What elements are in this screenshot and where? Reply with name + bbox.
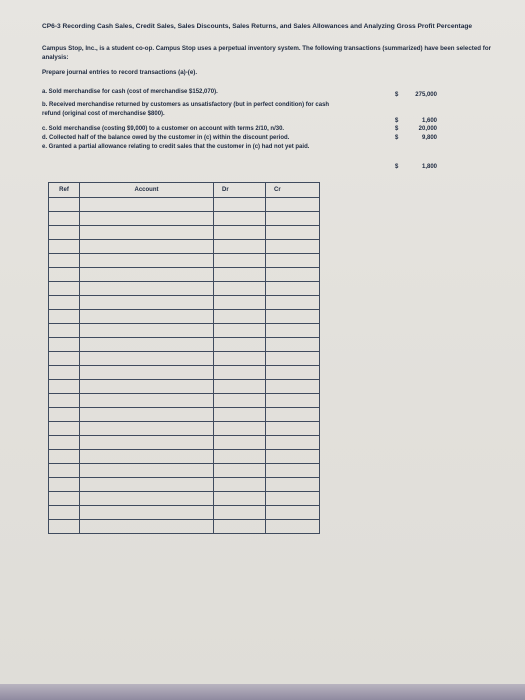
debit-cell[interactable] [214,380,266,394]
debit-cell[interactable] [214,352,266,366]
debit-cell[interactable] [214,366,266,380]
credit-cell[interactable] [266,408,320,422]
credit-cell[interactable] [266,380,320,394]
ref-cell[interactable] [49,226,80,240]
account-cell[interactable] [80,450,214,464]
account-cell[interactable] [80,352,214,366]
journal-row [49,254,320,268]
transaction-d-amount: 9,800 [421,135,437,141]
debit-cell[interactable] [214,478,266,492]
credit-cell[interactable] [266,296,320,310]
account-cell[interactable] [80,520,214,534]
journal-row [49,338,320,352]
journal-row [49,380,320,394]
journal-row [49,422,320,436]
transaction-d: d. Collected half of the balance owed by the customer in (c) within the discount period. [42,135,290,141]
transaction-c: c. Sold merchandise (costing $9,000) to a customer on account with terms 2/10, n/30. [42,126,285,132]
credit-cell[interactable] [266,352,320,366]
debit-cell[interactable] [214,324,266,338]
transaction-e-amount: 1,800 [421,164,437,170]
ref-cell[interactable] [49,338,80,352]
credit-cell[interactable] [266,366,320,380]
ref-cell[interactable] [49,506,80,520]
debit-cell[interactable] [214,198,266,212]
journal-row [49,506,320,520]
account-cell[interactable] [80,282,214,296]
credit-cell[interactable] [266,254,320,268]
journal-row [49,450,320,464]
credit-cell[interactable] [266,506,320,520]
account-cell[interactable] [80,422,214,436]
problem-intro: Campus Stop, Inc., is a student co-op. Campus Stop uses a perpetual inventory system. The following transactions (summarized) have been selected for analysis: [42,45,492,61]
credit-cell[interactable] [266,422,320,436]
transaction-a: a. Sold merchandise for cash (cost of merchandise $152,070). [42,89,218,95]
credit-cell[interactable] [266,212,320,226]
credit-cell[interactable] [266,282,320,296]
column-header-cr: Cr [266,183,320,198]
transaction-b-amount: 1,600 [421,118,437,124]
debit-cell[interactable] [214,492,266,506]
ref-cell[interactable] [49,352,80,366]
debit-cell[interactable] [214,254,266,268]
account-cell[interactable] [80,310,214,324]
column-header-ref: Ref [49,183,80,198]
debit-cell[interactable] [214,408,266,422]
journal-row [49,408,320,422]
account-cell[interactable] [80,506,214,520]
ref-cell[interactable] [49,408,80,422]
account-cell[interactable] [80,408,214,422]
journal-row [49,464,320,478]
ref-cell[interactable] [49,268,80,282]
transaction-a-dollar: $ [395,92,399,98]
journal-row [49,492,320,506]
account-cell[interactable] [80,380,214,394]
debit-cell[interactable] [214,212,266,226]
credit-cell[interactable] [266,450,320,464]
journal-row [49,198,320,212]
journal-row [49,282,320,296]
transaction-d-dollar: $ [395,135,399,141]
journal-row [49,366,320,380]
journal-row [49,296,320,310]
journal-row [49,240,320,254]
column-header-account: Account [80,183,214,198]
account-cell[interactable] [80,394,214,408]
credit-cell[interactable] [266,240,320,254]
account-cell[interactable] [80,464,214,478]
ref-cell[interactable] [49,436,80,450]
account-cell[interactable] [80,436,214,450]
debit-cell[interactable] [214,394,266,408]
debit-cell[interactable] [214,436,266,450]
credit-cell[interactable] [266,338,320,352]
ref-cell[interactable] [49,464,80,478]
transaction-e: e. Granted a partial allowance relating to credit sales that the customer in (c) had not yet paid. [42,144,310,150]
instructions: Prepare journal entries to record transactions (a)-(e). [42,69,198,76]
debit-cell[interactable] [214,240,266,254]
ref-cell[interactable] [49,198,80,212]
ref-cell[interactable] [49,282,80,296]
debit-cell[interactable] [214,296,266,310]
credit-cell[interactable] [266,492,320,506]
transaction-b-dollar: $ [395,118,399,124]
credit-cell[interactable] [266,464,320,478]
journal-row [49,310,320,324]
transaction-e-dollar: $ [395,164,399,170]
journal-body [49,198,320,534]
credit-cell[interactable] [266,268,320,282]
journal-row [49,226,320,240]
account-cell[interactable] [80,268,214,282]
journal-row [49,436,320,450]
page-bottom-edge [0,684,525,700]
account-cell[interactable] [80,226,214,240]
debit-cell[interactable] [214,520,266,534]
journal-row [49,324,320,338]
account-cell[interactable] [80,366,214,380]
credit-cell[interactable] [266,394,320,408]
credit-cell[interactable] [266,478,320,492]
journal-row [49,212,320,226]
ref-cell[interactable] [49,492,80,506]
transaction-b: b. Received merchandise returned by customers as unsatisfactory (but in perfect condition) for cash refund (original cost of merchandise $800). [42,102,330,117]
debit-cell[interactable] [214,450,266,464]
debit-cell[interactable] [214,282,266,296]
transaction-c-dollar: $ [395,126,399,132]
problem-title: CP6-3 Recording Cash Sales, Credit Sales, Sales Discounts, Sales Returns, and Sales Allowances and Analyzing Gross Profit Percentage [42,23,473,30]
journal-row [49,268,320,282]
credit-cell[interactable] [266,198,320,212]
ref-cell[interactable] [49,212,80,226]
column-header-dr: Dr [214,183,266,198]
journal-row [49,352,320,366]
ref-cell[interactable] [49,310,80,324]
debit-cell[interactable] [214,506,266,520]
journal-row [49,478,320,492]
transaction-a-amount: 275,000 [415,92,437,98]
account-cell[interactable] [80,296,214,310]
account-cell[interactable] [80,492,214,506]
debit-cell[interactable] [214,464,266,478]
account-cell[interactable] [80,478,214,492]
ref-cell[interactable] [49,254,80,268]
journal-header-row [49,183,320,198]
credit-cell[interactable] [266,520,320,534]
account-cell[interactable] [80,254,214,268]
journal-row [49,394,320,408]
debit-cell[interactable] [214,338,266,352]
credit-cell[interactable] [266,310,320,324]
debit-cell[interactable] [214,268,266,282]
account-cell[interactable] [80,212,214,226]
credit-cell[interactable] [266,324,320,338]
ref-cell[interactable] [49,240,80,254]
debit-cell[interactable] [214,310,266,324]
ref-cell[interactable] [49,450,80,464]
ref-cell[interactable] [49,366,80,380]
debit-cell[interactable] [214,226,266,240]
journal-entry-table [48,182,320,534]
account-cell[interactable] [80,324,214,338]
credit-cell[interactable] [266,226,320,240]
transaction-c-amount: 20,000 [418,126,437,132]
account-cell[interactable] [80,240,214,254]
ref-cell[interactable] [49,478,80,492]
journal-row [49,520,320,534]
ref-cell[interactable] [49,324,80,338]
account-cell[interactable] [80,198,214,212]
debit-cell[interactable] [214,422,266,436]
ref-cell[interactable] [49,520,80,534]
ref-cell[interactable] [49,422,80,436]
ref-cell[interactable] [49,380,80,394]
ref-cell[interactable] [49,394,80,408]
account-cell[interactable] [80,338,214,352]
credit-cell[interactable] [266,436,320,450]
ref-cell[interactable] [49,296,80,310]
